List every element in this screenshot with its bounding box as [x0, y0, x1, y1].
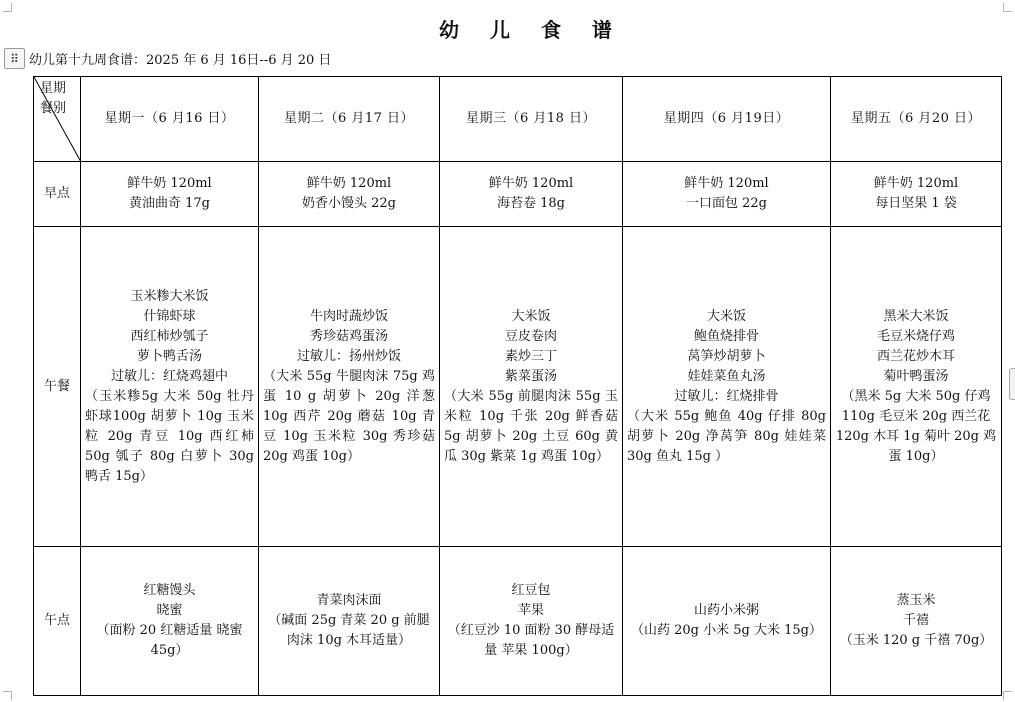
dish-name: 鲜牛奶 120ml: [684, 176, 769, 191]
breakfast-cell-friday: [831, 162, 1002, 227]
dish-name: 黑米大米饭: [883, 308, 949, 324]
snack-cell-wednesday: [440, 547, 623, 696]
breakfast-cell-tuesday: [259, 162, 440, 227]
dish-name: 玉米糁大米饭: [130, 288, 209, 304]
dish-name: 什锦虾球: [143, 308, 196, 324]
dish-name: 红豆包: [511, 583, 551, 598]
header-corner-cell: [34, 77, 81, 162]
day-header-wednesday: 星期三（6 月18 日）: [440, 77, 623, 162]
dish-name: 每日坚果 1 袋: [875, 196, 957, 211]
ingredients-text: （碱面 25g 青菜 20 g 前腿肉沫 10g 木耳适量）: [268, 613, 430, 648]
dish-name: 海苔卷 18g: [497, 196, 565, 211]
ingredients-text: （黑米 5g 大米 50g 仔鸡 110g 毛豆米 20g 西兰花 120g 木耳 1g 菊叶 20g 鸡蛋 10g）: [835, 388, 997, 464]
dish-name: 素炒三丁: [504, 348, 557, 364]
dish-name: 萝卜鸭舌汤: [136, 348, 202, 364]
dish-name: 鲜牛奶 120ml: [127, 176, 212, 191]
dish-name: 鲜牛奶 120ml: [488, 176, 574, 191]
document-title: 幼 儿 食 谱: [439, 18, 624, 42]
day-header-thursday: 星期四（6 月19日）: [623, 77, 831, 162]
meal-label-breakfast: 早点: [34, 162, 81, 227]
ingredients-text: （大米 55g 牛腿肉沫 75g 鸡蛋 10 g 胡萝卜 20g 洋葱 10g 西芹 20g 蘑菇 10g 青豆 10g 玉米粒 30g 秀珍菇 20g 鸡蛋 10g）: [263, 368, 435, 464]
breakfast-cell-thursday: [623, 162, 831, 227]
menu-week-subtitle: 幼儿第十九周食谱：2025 年 6 月 16日--6 月 20 日: [29, 53, 332, 68]
dish-name: 奶香小馒头 22g: [302, 196, 396, 211]
allergy-dish: 过敏儿：红烧鸡翅中: [110, 368, 228, 384]
ingredients-text: （面粉 20 红糖适量 晓蜜 45g）: [96, 623, 243, 658]
corner-label-weekday: 星期: [40, 81, 67, 96]
dish-name: 菊叶鸭蛋汤: [883, 368, 949, 384]
ingredients-text: （玉米 120 g 千禧 70g）: [839, 633, 993, 648]
dish-name: 西兰花炒木耳: [876, 348, 955, 364]
snack-cell-tuesday: [259, 547, 440, 696]
dish-name: 鲜牛奶 120ml: [873, 176, 959, 191]
ingredients-text: （大米 55g 鲍鱼 40g 仔排 80g 胡萝卜 20g 净莴笋 80g 娃娃菜 30g 鱼丸 15g ）: [627, 408, 826, 464]
weekly-menu-table: [33, 76, 1002, 696]
snack-row: [34, 547, 1002, 696]
corner-label-meal: 餐别: [40, 101, 67, 116]
dish-name: 娃娃菜鱼丸汤: [687, 368, 766, 384]
page-corner-mark: [1003, 3, 1012, 12]
page-corner-mark: [3, 3, 12, 12]
dish-name: 毛豆米烧仔鸡: [876, 328, 955, 344]
dish-name: 苹果: [517, 603, 544, 618]
dish-name: 豆皮卷肉: [504, 328, 557, 344]
day-header-monday: 星期一（6 月16 日）: [81, 77, 259, 162]
snack-cell-friday: [831, 547, 1002, 696]
dish-name: 鲜牛奶 120ml: [306, 176, 392, 191]
allergy-dish: 过敏儿：扬州炒饭: [296, 348, 401, 364]
dish-name: 红糖馒头: [143, 583, 196, 598]
ingredients-text: （玉米糁5g 大米 50g 牡丹虾球100g 胡萝卜 10g 玉米粒 20g 青豆 10g 西红柿50g 瓠子 80g 白萝卜 30g 鸭舌 15g）: [85, 388, 254, 484]
page-corner-mark: [3, 691, 12, 700]
meal-label-lunch: 午餐: [34, 227, 81, 547]
table-header-row: [34, 77, 1002, 162]
side-panel-handle[interactable]: [1009, 368, 1015, 400]
dish-name: 秀珍菇鸡蛋汤: [309, 328, 388, 344]
dish-name: 紫菜蛋汤: [504, 368, 557, 384]
dish-name: 青菜肉沫面: [316, 593, 382, 608]
table-move-handle-icon[interactable]: ⠿: [4, 48, 25, 69]
dish-name: 牛肉时蔬炒饭: [309, 308, 388, 324]
ingredients-text: （红豆沙 10 面粉 30 酵母适量 苹果 100g）: [447, 623, 615, 658]
dish-name: 鲍鱼烧排骨: [693, 328, 759, 344]
breakfast-cell-monday: [81, 162, 259, 227]
dish-name: 西红柿炒瓠子: [130, 328, 209, 344]
allergy-dish: 过敏儿：红烧排骨: [674, 388, 779, 404]
dish-name: 山药小米粥: [693, 603, 759, 618]
day-header-friday: 星期五（6 月20 日）: [831, 77, 1002, 162]
dish-name: 大米饭: [511, 308, 551, 324]
lunch-cell-tuesday: [259, 227, 440, 547]
dish-name: 千禧: [902, 613, 929, 628]
snack-cell-thursday: [623, 547, 831, 696]
breakfast-row: [34, 162, 1002, 227]
ingredients-text: （山药 20g 小米 5g 大米 15g）: [631, 623, 822, 638]
breakfast-cell-wednesday: [440, 162, 623, 227]
lunch-row: [34, 227, 1002, 547]
dish-name: 一口面包 22g: [686, 196, 767, 211]
lunch-cell-thursday: [623, 227, 831, 547]
dish-name: 蒸玉米: [896, 593, 936, 608]
dish-name: 莴笋炒胡萝卜: [687, 348, 766, 364]
lunch-cell-friday: [831, 227, 1002, 547]
dish-name: 晓蜜: [156, 603, 183, 618]
ingredients-text: （大米 55g 前腿肉沫 55g 玉米粒 10g 千张 20g 鲜香菇 5g 胡萝卜 20g 土豆 60g 黄瓜 30g 紫菜 1g 鸡蛋 10g）: [444, 388, 618, 464]
dish-name: 黄油曲奇 17g: [129, 196, 210, 211]
day-header-tuesday: 星期二（6 月17 日）: [259, 77, 440, 162]
snack-cell-monday: [81, 547, 259, 696]
dish-name: 大米饭: [706, 308, 746, 324]
meal-label-snack: 午点: [34, 547, 81, 696]
page-corner-mark: [1003, 691, 1012, 700]
lunch-cell-wednesday: [440, 227, 623, 547]
lunch-cell-monday: [81, 227, 259, 547]
